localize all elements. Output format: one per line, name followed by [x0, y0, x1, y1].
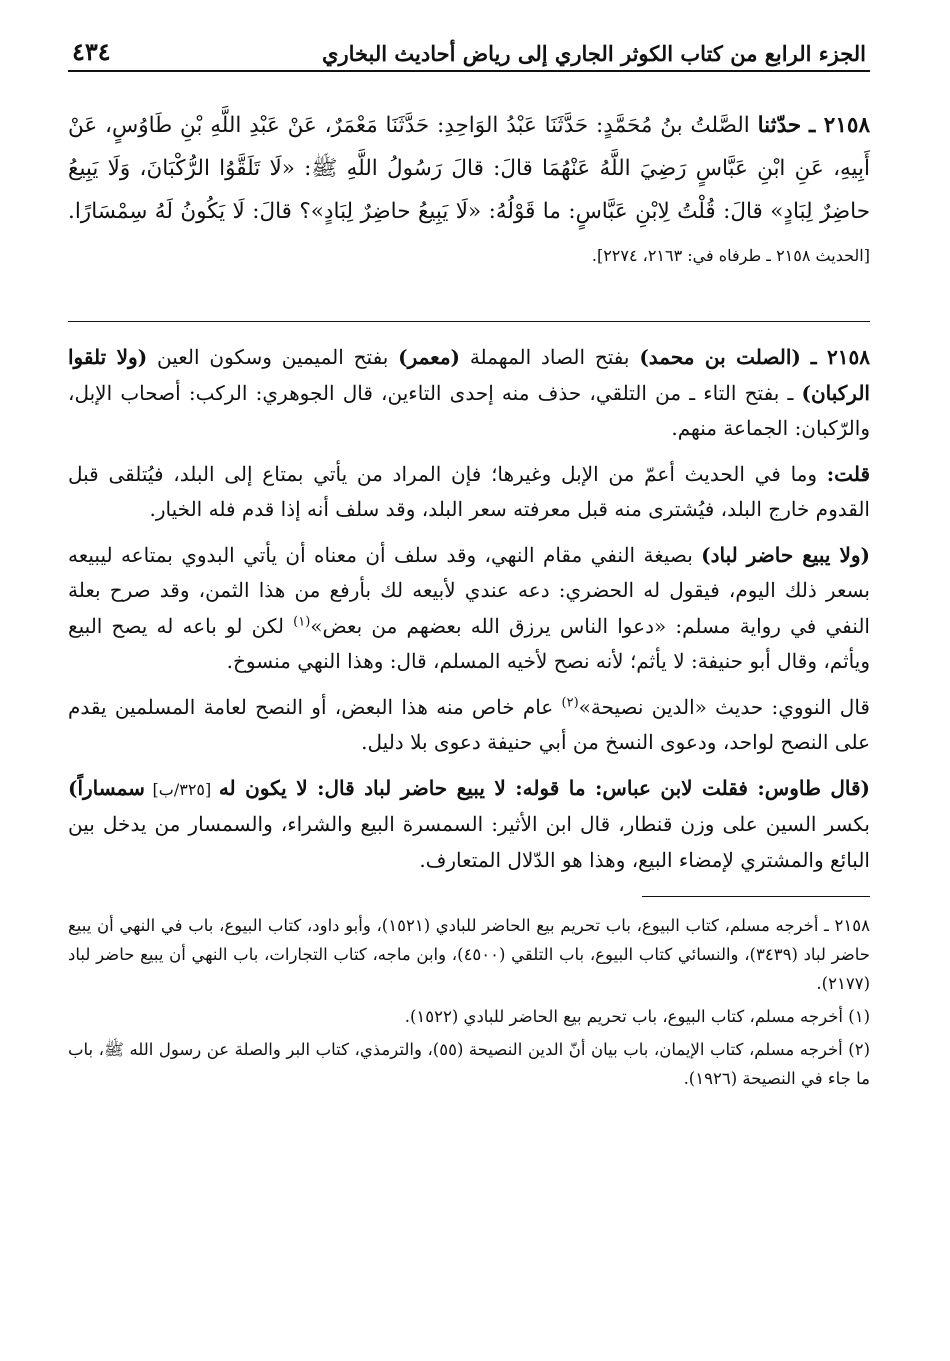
bold-term: قلت:	[826, 461, 870, 486]
bold-term: (ولا تلقوا الركبان)	[68, 345, 870, 405]
footnotes	[68, 911, 870, 1093]
commentary-text: بكسر السين على وزن قنطار، قال ابن الأثير: السمسرة البيع والشراء، والسمسار من يدخل بين البائع والمشتري لإمضاء البيع، وهذا هو الدّلال المتعارف.	[68, 812, 870, 872]
commentary-paragraph	[68, 538, 870, 680]
hadith-text	[68, 104, 870, 277]
footnote-marker: (١)	[293, 613, 311, 629]
commentary	[68, 340, 870, 878]
commentary-text: لكن لو باعه له يصح البيع ويأثم، وقال أبو حنيفة: لا يأثم؛ لأنه نصح لأخيه المسلم، قال: وهذا النهي منسوخ.	[68, 613, 870, 673]
commentary-paragraph	[68, 457, 870, 528]
footnote-marker: (٢)	[561, 694, 579, 710]
bold-term: سمساراً)	[68, 775, 145, 800]
commentary-text: بفتح الميمين وسكون العين	[147, 345, 399, 369]
commentary-paragraph	[68, 340, 870, 447]
footnote-item: (١) أخرجه مسلم، كتاب البيوع، باب تحريم بيع الحاضر للبادي (١٥٢٢).	[404, 1007, 870, 1026]
section-divider	[68, 321, 870, 322]
commentary-text: عام خاص منه هذا البعض، أو النصح لعامة المسلمين يقدم على النصح لواحد، ودعوى النسخ من أبي حنيفة دعوى بلا دليل.	[68, 694, 870, 754]
commentary-paragraph	[68, 690, 870, 761]
bold-term: (معمر)	[398, 345, 460, 369]
header-title: الجزء الرابع من كتاب الكوثر الجاري إلى رياض أحاديث البخاري	[322, 41, 866, 66]
footnote-item: (٢) أخرجه مسلم، كتاب الإيمان، باب بيان أنّ الدين النصيحة (٥٥)، والترمذي، كتاب البر والصلة عن رسول الله ﷺ، باب ما جاء في النصيحة (١٩٢٦).	[68, 1040, 870, 1088]
commentary-paragraph	[68, 771, 870, 879]
commentary-text: بصيغة النفي مقام النهي، وقد سلف أن معناه أن يأتي البدوي بمتاعه ليبيعه بسعر ذلك اليوم، فيقول له الحضري: دعه عندي لأبيعه لك بأرفع من هذا الثمن، وقد صرح بعلة النفي في رواية مسلم: «دعوا الناس يرزق الله بعضهم من بعض»	[68, 542, 870, 638]
running-header	[68, 22, 870, 72]
bold-term: (ولا يبيع حاضر لباد)	[701, 542, 870, 567]
bold-term: (الصلت بن محمد)	[639, 345, 801, 369]
hadith-number: ٢١٥٨ ـ	[809, 113, 870, 138]
footnote-divider	[642, 896, 870, 897]
footnote-item: ٢١٥٨ ـ أخرجه مسلم، كتاب البيوع، باب تحريم بيع الحاضر للبادي (١٥٢١)، وأبو داود، كتاب البيوع، باب في النهي أن يبيع حاضر لباد (٣٤٣٩)، والنسائي كتاب البيوع، باب التلقي (٤٥٠٠)، وابن ماجه، كتاب التجارات، باب النهي أن يبيع حاضر لباد (٢١٧٧).	[68, 916, 870, 993]
bold-term: (قال طاوس: فقلت لابن عباس: ما قوله: لا يبيع حاضر لباد قال: لا يكون له	[218, 775, 871, 800]
hadith-body: الصَّلتُ بنُ مُحَمَّدٍ: حَدَّثَنَا عَبْدُ الوَاحِدِ: حَدَّثَنَا مَعْمَرٌ، عَنْ عَبْدِ اللَّهِ بْنِ طَاوُسٍ، عَنْ أَبِيهِ، عَنِ ابْنِ عَبَّاسٍ رَضِيَ اللَّهُ عَنْهُمَا قالَ: قالَ رَسُولُ اللَّهِ ﷺ: «لَا تَلَقَّوُا الرُّكْبَانَ، وَلَا يَبِيعُ حاضِرٌ لِبَادٍ» قالَ: قُلْتُ لِابْنِ عَبَّاسٍ: ما قَوْلُهُ: «لَا يَبِيعُ حاضِرٌ لِبَادٍ»؟ قالَ: لَا يَكُونُ لَهُ سِمْسَارًا.	[68, 113, 870, 224]
manuscript-folio-reference: [٣٢٥/ب]	[144, 779, 219, 799]
page-number: ٤٣٤	[72, 37, 111, 66]
commentary-text: ـ بفتح التاء ـ من التلقي، حذف منه إحدى التاءين، قال الجوهري: الركب: أصحاب الإبل، والرّكبان: الجماعة منهم.	[68, 380, 870, 440]
book-page	[68, 22, 870, 1097]
hadith-narrator-lead: حدّثنا	[757, 113, 802, 138]
commentary-number: ٢١٥٨ ـ	[810, 345, 870, 369]
commentary-text: بفتح الصاد المهملة	[460, 345, 640, 369]
commentary-text: قال النووي: حديث «الدين نصيحة»	[578, 694, 870, 719]
commentary-text: وما في الحديث أعمّ من الإبل وغيرها؛ فإن المراد من يأتي بمتاع إلى البلد، فيُتلقى قبل القدوم خارج البلد، فيُشترى منه قبل معرفته سعر البلد، وقد سلف أنه إذا قدم فله الخيار.	[68, 461, 870, 521]
hadith-reference: [الحديث ٢١٥٨ ـ طرفاه في: ٢١٦٣، ٢٢٧٤].	[591, 246, 870, 265]
